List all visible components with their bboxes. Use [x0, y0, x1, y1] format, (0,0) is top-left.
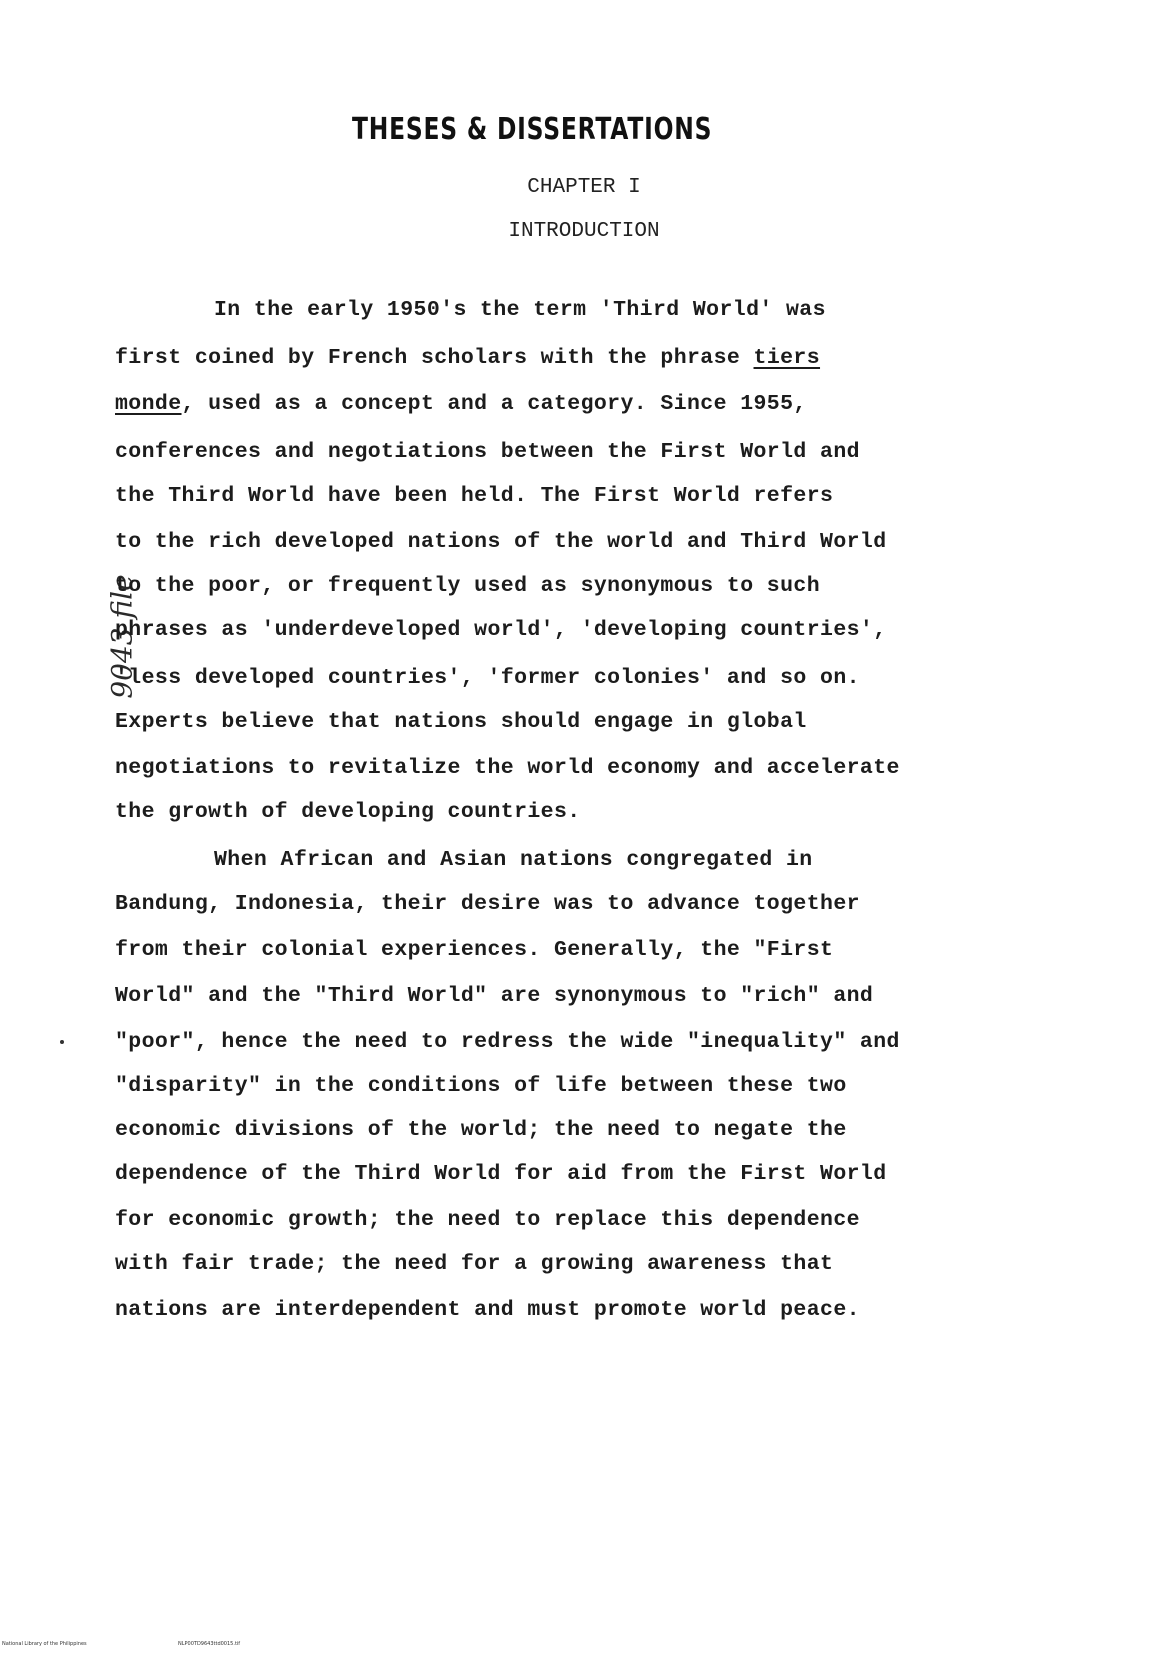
body-line [115, 392, 807, 416]
body-line: conferences and negotiations between the First World and [115, 440, 860, 464]
body-line: In the early 1950's the term 'Third World' was [214, 298, 826, 322]
body-line: dependence of the Third World for aid from the First World [115, 1162, 887, 1186]
body-line: Bandung, Indonesia, their desire was to advance together [115, 892, 860, 916]
body-text: , used as a concept and a category. Since 1955, [181, 392, 807, 416]
body-line: negotiations to revitalize the world economy and accelerate [115, 756, 900, 780]
chapter-title: INTRODUCTION [508, 220, 660, 243]
body-line: "poor", hence the need to redress the wide "inequality" and [115, 1030, 900, 1054]
theses-dissertations-stamp: THESES & DISSERTATIONS [352, 112, 713, 147]
body-line: Experts believe that nations should engage in global [115, 710, 807, 734]
body-line: from their colonial experiences. Generally, the "First [115, 938, 834, 962]
footer-library-credit: National Library of the Philippines [2, 1641, 87, 1647]
footer-file-id: NLP00TD9643ttd0015.tif [178, 1641, 241, 1647]
body-line: for economic growth; the need to replace this dependence [115, 1208, 860, 1232]
body-line [115, 346, 820, 370]
body-line: "disparity" in the conditions of life between these two [115, 1074, 847, 1098]
handwritten-margin-note: 9043 file [105, 574, 139, 699]
body-line: to the rich developed nations of the world and Third World [115, 530, 887, 554]
scan-speck [60, 1040, 64, 1044]
underlined-term: monde [115, 392, 182, 416]
body-line: economic divisions of the world; the need to negate the [115, 1118, 847, 1142]
underlined-term: tiers [753, 346, 821, 370]
body-line: phrases as 'underdeveloped world', 'developing countries', [115, 618, 887, 642]
body-line: When African and Asian nations congregated in [214, 848, 813, 872]
body-line: to the poor, or frequently used as synonymous to such [115, 574, 821, 598]
body-line: the growth of developing countries. [115, 800, 581, 824]
body-text: first coined by French scholars with the phrase [115, 346, 754, 370]
body-line: with fair trade; the need for a growing awareness that [115, 1252, 834, 1276]
body-line: nations are interdependent and must promote world peace. [115, 1298, 860, 1322]
body-line: the Third World have been held. The First World refers [115, 484, 834, 508]
body-line: 'less developed countries', 'former colonies' and so on. [115, 666, 860, 690]
chapter-number: CHAPTER I [527, 176, 641, 199]
body-line: World" and the "Third World" are synonymous to "rich" and [115, 984, 874, 1008]
